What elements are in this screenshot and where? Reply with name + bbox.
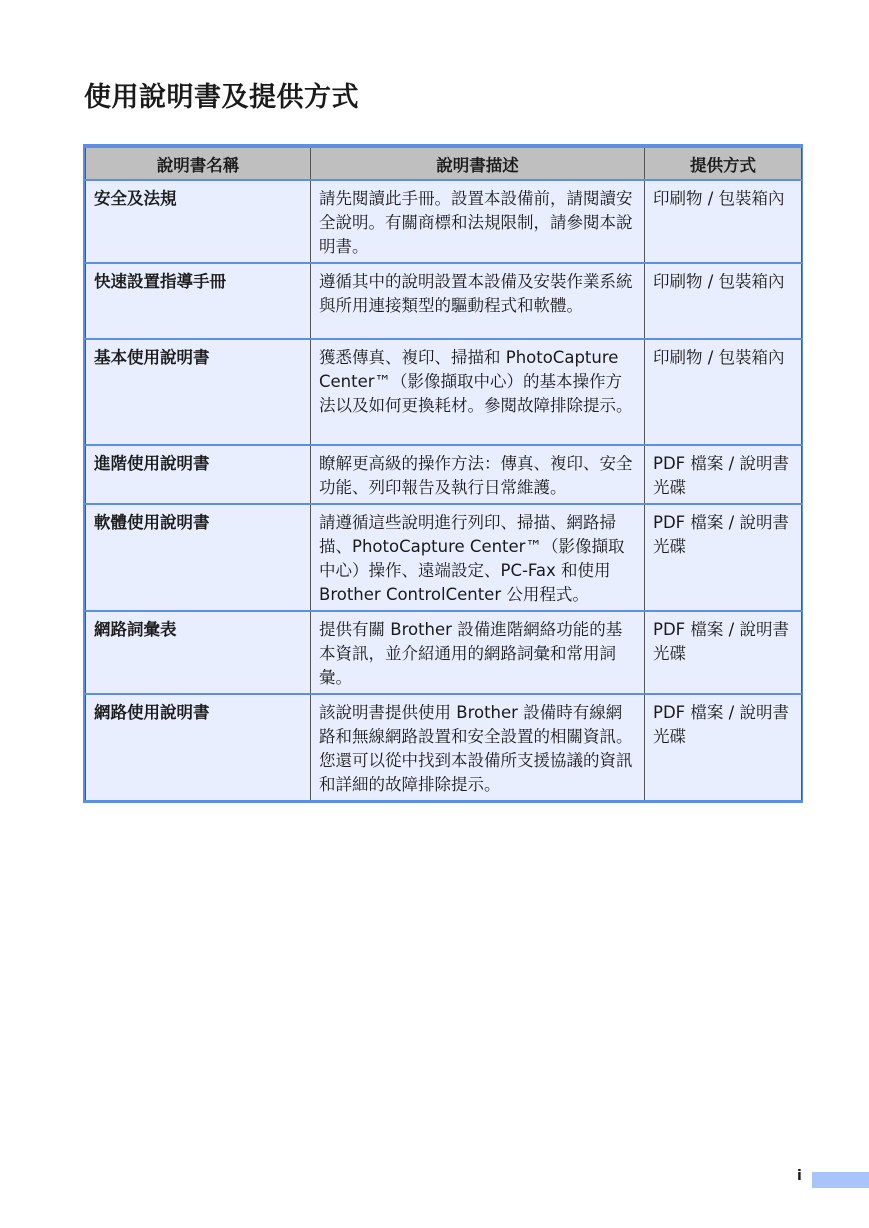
manual-name: 網路詞彙表 [86,611,311,694]
manual-name: 快速設置指導手冊 [86,263,311,339]
manual-name: 軟體使用說明書 [86,504,311,611]
manual-description: 獲悉傳真、複印、掃描和 PhotoCapture Center™（影像擷取中心）的基本操作方法以及如何更換耗材。參閱故障排除提示。 [311,339,645,445]
manual-description: 遵循其中的說明設置本設備及安裝作業系統與所用連接類型的驅動程式和軟體。 [311,263,645,339]
manual-description: 請遵循這些說明進行列印、掃描、網路掃描、PhotoCapture Center™（影像擷取中心）操作、遠端設定、PC-Fax 和使用 Brother ControlCenter 公用程式。 [311,504,645,611]
manual-description: 提供有關 Brother 設備進階網絡功能的基本資訊，並介紹通用的網路詞彙和常用詞彙。 [311,611,645,694]
manuals-table [83,144,803,803]
manual-delivery: 印刷物 / 包裝箱內 [645,180,802,263]
table-row [86,694,802,801]
manual-name: 網路使用說明書 [86,694,311,801]
table-header-row [86,147,802,180]
manual-delivery: PDF 檔案 / 說明書光碟 [645,504,802,611]
manual-delivery: PDF 檔案 / 說明書光碟 [645,445,802,504]
column-header-delivery: 提供方式 [645,147,802,180]
manual-description: 請先閱讀此手冊。設置本設備前，請閱讀安全說明。有關商標和法規限制，請參閱本說明書。 [311,180,645,263]
manual-name: 進階使用說明書 [86,445,311,504]
table-row [86,263,802,339]
manual-description: 瞭解更高級的操作方法：傳真、複印、安全功能、列印報告及執行日常維護。 [311,445,645,504]
manual-name: 安全及法規 [86,180,311,263]
column-header-name: 說明書名稱 [86,147,311,180]
manual-description: 該說明書提供使用 Brother 設備時有線網路和無線網路設置和安全設置的相關資訊。您還可以從中找到本設備所支援協議的資訊和詳細的故障排除提示。 [311,694,645,801]
manual-delivery: 印刷物 / 包裝箱內 [645,263,802,339]
page-number: i [797,1168,802,1184]
table-row [86,504,802,611]
column-header-description: 說明書描述 [311,147,645,180]
table-row [86,445,802,504]
table-row [86,611,802,694]
table-row [86,339,802,445]
manual-delivery: 印刷物 / 包裝箱內 [645,339,802,445]
manual-delivery: PDF 檔案 / 說明書光碟 [645,694,802,801]
page-title: 使用說明書及提供方式 [84,82,359,113]
table-row [86,180,802,263]
manual-delivery: PDF 檔案 / 說明書光碟 [645,611,802,694]
manual-name: 基本使用說明書 [86,339,311,445]
page-tab-marker [812,1172,869,1188]
